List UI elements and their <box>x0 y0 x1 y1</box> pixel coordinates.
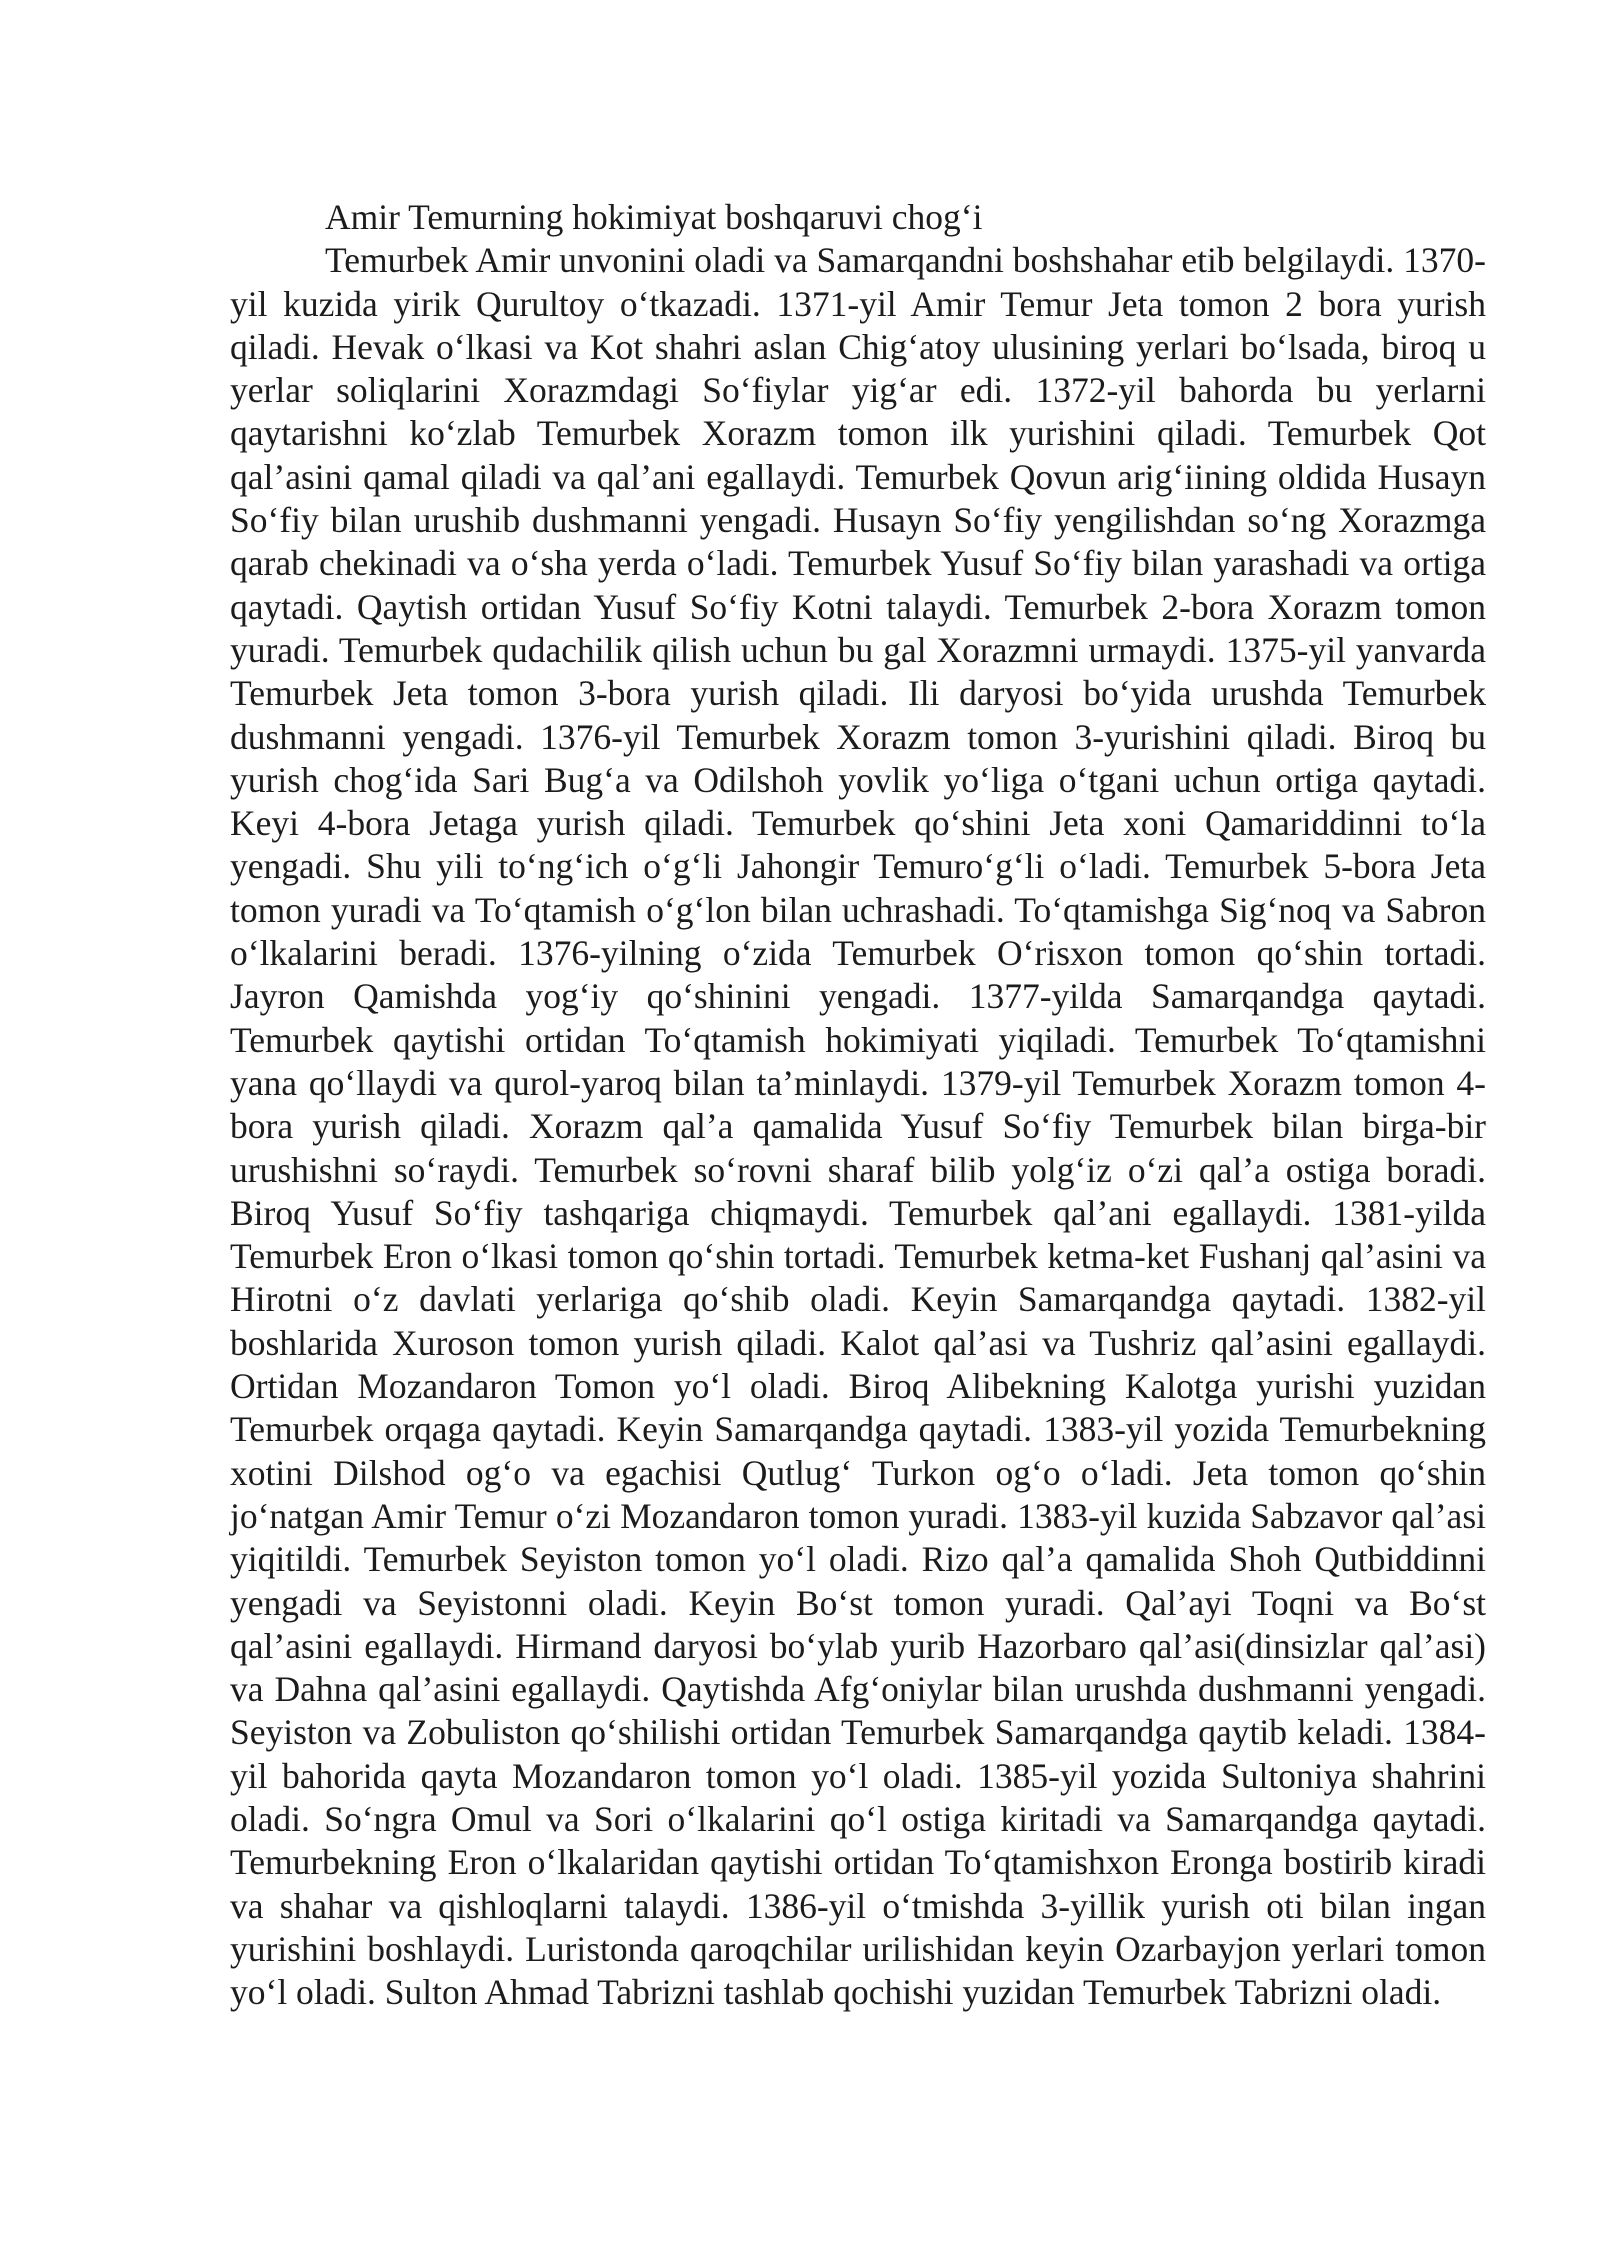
document-page <box>230 196 1486 2014</box>
document-title: Amir Temurning hokimiyat boshqaruvi chog‘i <box>325 197 983 237</box>
document-paragraph: Temurbek Amir unvonini oladi va Samarqandni boshshahar etib belgilaydi. 1370-yil kuzida yirik Qurultoy o‘tkazadi. 1371-yil Amir Temur Jeta tomon 2 bora yurish qiladi. Hevak o‘lkasi va Kot shahri aslan Chig‘atoy ulusining yerlari bo‘lsada, biroq u yerlar soliqlarini Xorazmdagi So‘fiylar yig‘ar edi. 1372-yil bahorda bu yerlarni qaytarishni ko‘zlab Temurbek Xorazm tomon ilk yurishini qiladi. Temurbek Qot qal’asini qamal qiladi va qal’ani egallaydi. Temurbek Qovun arig‘iining oldida Husayn So‘fiy bilan urushib dushmanni yengadi. Husayn So‘fiy yengilishdan so‘ng Xorazmga qarab chekinadi va o‘sha yerda o‘ladi. Temurbek Yusuf So‘fiy bilan yarashadi va ortiga qaytadi. Qaytish ortidan Yusuf So‘fiy Kotni talaydi. Temurbek 2-bora Xorazm tomon yuradi. Temurbek qudachilik qilish uchun bu gal Xorazmni urmaydi. 1375-yil yanvarda Temurbek Jeta tomon 3-bora yurish qiladi. Ili daryosi bo‘yida urushda Temurbek dushmanni yengadi. 1376-yil Temurbek Xorazm tomon 3-yurishini qiladi. Biroq bu yurish chog‘ida Sari Bug‘a va Odilshoh yovlik yo‘liga o‘tgani uchun ortiga qaytadi. Keyi 4-bora Jetaga yurish qiladi. Temurbek qo‘shini Jeta xoni Qamariddinni to‘la yengadi. Shu yili to‘ng‘ich o‘g‘li Jahongir Temuro‘g‘li o‘ladi. Temurbek 5-bora Jeta tomon yuradi va To‘qtamish o‘g‘lon bilan uchrashadi. To‘qtamishga Sig‘noq va Sabron o‘lkalarini beradi. 1376-yilning o‘zida Temurbek O‘risxon tomon qo‘shin tortadi. Jayron Qamishda yog‘iy qo‘shinini yengadi. 1377-yilda Samarqandga qaytadi. Temurbek qaytishi ortidan To‘qtamish hokimiyati yiqiladi. Temurbek To‘qtamishni yana qo‘llaydi va qurol-yaroq bilan ta’minlaydi. 1379-yil Temurbek Xorazm tomon 4-bora yurish qiladi. Xorazm qal’a qamalida Yusuf So‘fiy Temurbek bilan birga-bir urushishni so‘raydi. Temurbek so‘rovni sharaf bilib yolg‘iz o‘zi qal’a ostiga boradi. Biroq Yusuf So‘fiy tashqariga chiqmaydi. Temurbek qal’ani egallaydi. 1381-yilda Temurbek Eron o‘lkasi tomon qo‘shin tortadi. Temurbek ketma-ket Fushanj qal’asini va Hirotni o‘z davlati yerlariga qo‘shib oladi. Keyin Samarqandga qaytadi. 1382-yil boshlarida Xuroson tomon yurish qiladi. Kalot qal’asi va Tushriz qal’asini egallaydi. Ortidan Mozandaron Tomon yo‘l oladi. Biroq Alibekning Kalotga yurishi yuzidan Temurbek orqaga qaytadi. Keyin Samarqandga qaytadi. 1383-yil yozida Temurbekning xotini Dilshod og‘o va egachisi Qutlug‘ Turkon og‘o o‘ladi. Jeta tomon qo‘shin jo‘natgan Amir Temur o‘zi Mozandaron tomon yuradi. 1383-yil kuzida Sabzavor qal’asi yiqitildi. Temurbek Seyiston tomon yo‘l oladi. Rizo qal’a qamalida Shoh Qutbiddinni yengadi va Seyistonni oladi. Keyin Bo‘st tomon yuradi. Qal’ayi Toqni va Bo‘st qal’asini egallaydi. Hirmand daryosi bo‘ylab yurib Hazorbaro qal’asi(dinsizlar qal’asi) va Dahna qal’asini egallaydi. Qaytishda Afg‘oniylar bilan urushda dushmanni yengadi. Seyiston va Zobuliston qo‘shilishi ortidan Temurbek Samarqandga qaytib keladi. 1384-yil bahorida qayta Mozandaron tomon yo‘l oladi. 1385-yil yozida Sultoniya shahrini oladi. So‘ngra Omul va Sori o‘lkalarini qo‘l ostiga kiritadi va Samarqandga qaytadi. Temurbekning Eron o‘lkalaridan qaytishi ortidan To‘qtamishxon Eronga bostirib kiradi va shahar va qishloqlarni talaydi. 1386-yil o‘tmishda 3-yillik yurish oti bilan ingan yurishini boshlaydi. Luristonda qaroqchilar urilishidan keyin Ozarbayjon yerlari tomon yo‘l oladi. Sulton Ahmad Tabrizni tashlab qochishi yuzidan Temurbek Tabrizni oladi. <box>230 240 1486 2013</box>
